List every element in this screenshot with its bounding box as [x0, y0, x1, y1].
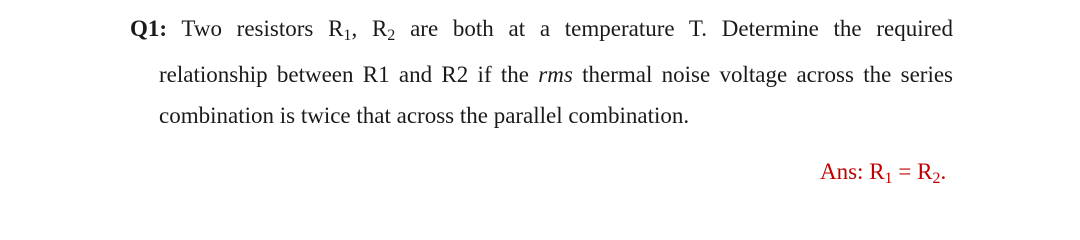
answer-part: = R — [892, 159, 933, 184]
answer-part: Ans: R — [820, 159, 885, 184]
rms-term: rms — [538, 62, 573, 87]
question-line-2 — [159, 61, 953, 89]
answer-subscript-2: 2 — [932, 170, 941, 188]
answer-part: . — [940, 159, 947, 184]
question-text-part: , R — [351, 16, 388, 41]
question-line-3: combination is twice that across the parallel combination. — [159, 103, 690, 128]
question-line-1 — [130, 15, 953, 43]
question-text-part: are both at a temperature T. Determine the required — [395, 16, 954, 41]
question-text-part: relationship between R1 and R2 if the — [159, 62, 539, 87]
answer-subscript-1: 1 — [884, 170, 893, 188]
subscript-1: 1 — [343, 27, 352, 45]
question-label: Q1: — [130, 16, 168, 41]
question-text-part: thermal noise voltage across the series — [572, 62, 953, 87]
question-text-part: Two resistors R — [181, 16, 344, 41]
subscript-2: 2 — [387, 27, 396, 45]
question-text — [181, 16, 954, 45]
answer-text — [820, 158, 946, 186]
